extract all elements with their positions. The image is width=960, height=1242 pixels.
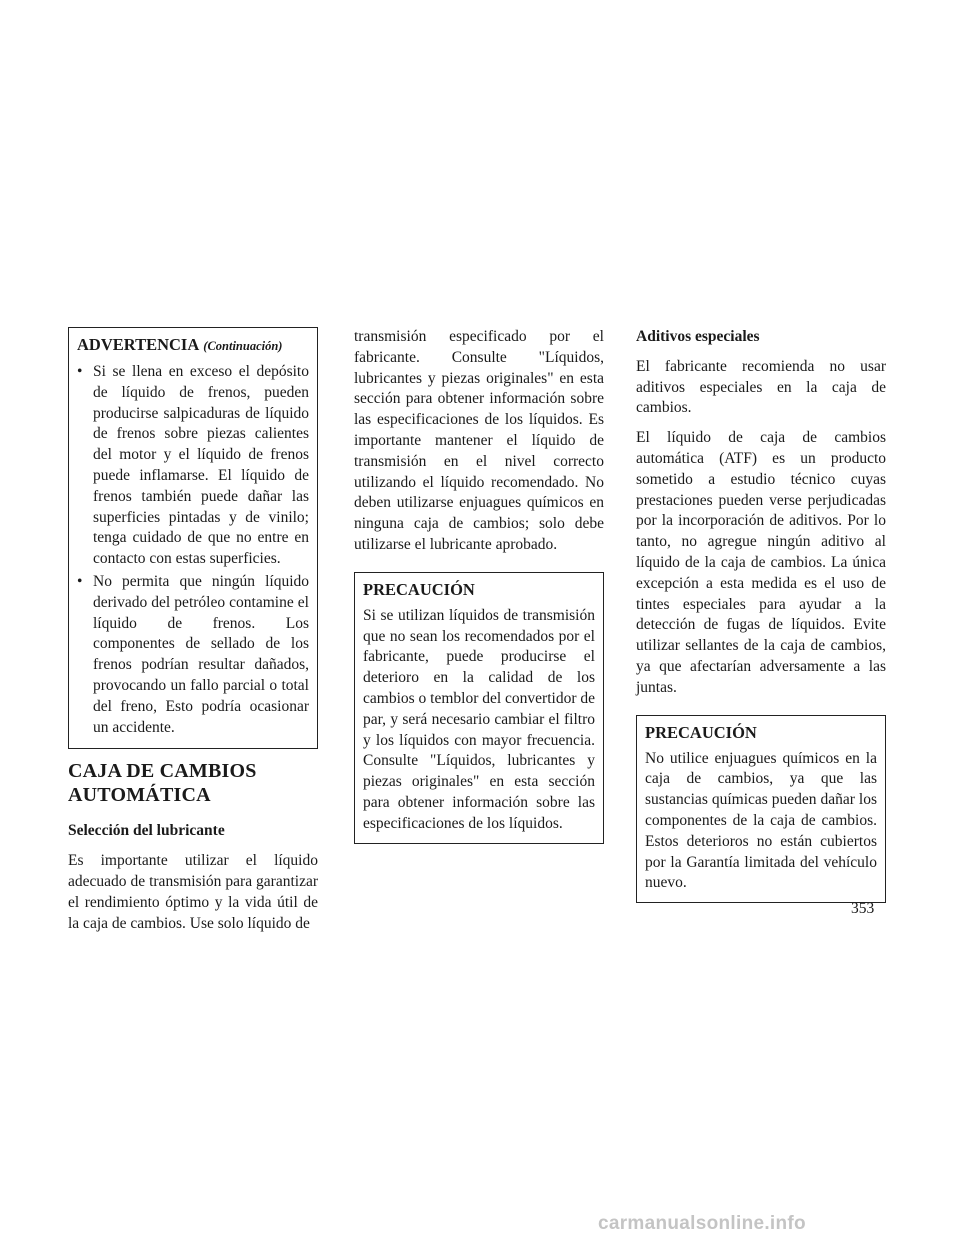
caution-box-text: Si se utilizan líquidos de transmisión que no sean los recomendados por el fabricante, puede producirse el deterioro en la calidad de los cambios o temblor del convertidor de par, y será necesario cambiar el filtro y los líquidos con mayor frecuencia. Consulte "Líquidos, lubricantes y piezas originales" en esta sección para obtener información sobre las especificaciones de los líquidos. bbox=[363, 606, 596, 832]
column-2 bbox=[354, 327, 604, 844]
warning-title: ADVERTENCIA bbox=[77, 335, 200, 354]
watermark: carmanualsonline.info bbox=[598, 1213, 806, 1234]
column-1 bbox=[68, 327, 318, 943]
section-title: CAJA DE CAMBIOS AUTOMÁTICA bbox=[68, 760, 257, 807]
subheading-special-additives: Aditivos especiales bbox=[636, 328, 760, 345]
paragraph: transmisión especificado por el fabricante. Consulte "Líquidos, lubricantes y piezas originales" en esta sección para obtener información sobre las especificaciones de los líquidos. Es importante mantener el líquido de transmisión en el nivel correcto utilizando el líquido recomendado. No deben utilizarse enjuagues químicos en ninguna caja de cambios; solo debe utilizarse el lubricante aprobado. bbox=[354, 328, 604, 553]
warning-bullet-text: No permita que ningún líquido derivado del petróleo contamine el líquido de frenos. Los componentes de sellado de los frenos podrían resultar dañados, provocando un fallo parcial o total del freno, Esto podría ocasionar un accidente. bbox=[93, 572, 309, 736]
warning-continued-label: (Continuación) bbox=[203, 339, 283, 353]
caution-box bbox=[354, 572, 604, 844]
warning-bullet-text: Si se llena en exceso el depósito de líquido de frenos, pueden producirse salpicaduras de líquido de frenos sobre piezas calientes del motor y el líquido de frenos puede inflamarse. El líquido de frenos también puede dañar las superficies pintadas y de vinilo; tenga cuidado de que no entre en contacto con estas superficies. bbox=[93, 363, 309, 568]
paragraph: El líquido de caja de cambios automática (ATF) es un producto sometido a estudio técnico cuyas prestaciones pueden verse perjudicadas por la incorporación de aditivos. Por lo tanto, no agregue ningún aditivo al líquido de la caja de cambios. La única excepción a esta medida es el uso de tintes especiales para ayudar a la detección de fugas de líquidos. Evite utilizar sellantes de la caja de cambios, ya que afectarían adversamente a las juntas. bbox=[636, 429, 886, 696]
warning-box bbox=[68, 327, 318, 749]
subheading-lubricant-selection: Selección del lubricante bbox=[68, 822, 225, 840]
caution-box-title: PRECAUCIÓN bbox=[645, 722, 757, 742]
bullet-icon: • bbox=[77, 572, 83, 590]
caution-box-title: PRECAUCIÓN bbox=[363, 579, 475, 599]
paragraph: Es importante utilizar el líquido adecuado de transmisión para garantizar el rendimiento óptimo y la vida útil de la caja de cambios. Use solo líquido de bbox=[68, 852, 318, 932]
column-3 bbox=[636, 327, 886, 903]
caution-box-text: No utilice enjuagues químicos en la caja de cambios, ya que las sustancias químicas pueden dañar los componentes de la caja de cambios. Estos deterioros no están cubiertos por la Garantía limitada del vehículo nuevo. bbox=[645, 749, 877, 892]
warning-bullet-item bbox=[77, 572, 309, 738]
bullet-icon: • bbox=[77, 363, 83, 380]
paragraph: El fabricante recomienda no usar aditivos especiales en la caja de cambios. bbox=[636, 357, 886, 417]
caution-box bbox=[636, 715, 886, 904]
warning-box-title bbox=[77, 334, 309, 357]
warning-bullet-item bbox=[77, 362, 309, 570]
page-number: 353 bbox=[851, 900, 875, 917]
warning-bullet-list bbox=[77, 362, 309, 738]
